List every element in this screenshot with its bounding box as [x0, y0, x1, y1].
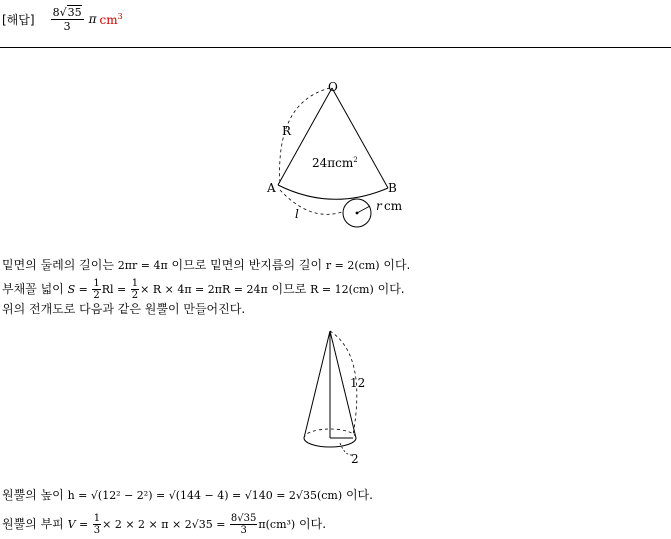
label-R: R [282, 124, 292, 138]
answer-label: [해답] [2, 12, 35, 27]
base-radius [357, 206, 370, 213]
answer-denominator: 3 [63, 19, 71, 33]
label-l: l [295, 207, 299, 221]
text-line-1: 밑면의 둘레의 길이는 2πr = 4π 이므로 밑면의 반지름의 길이 r = 2(cm) 이다. [2, 258, 411, 272]
l-dashed-arc [280, 190, 342, 214]
label-A: A [267, 181, 276, 195]
fraction-third: $\frac{1}{3}$ [93, 513, 101, 536]
answer-fraction [51, 6, 84, 33]
fraction-result: $\frac{8√35}{3}$ [230, 513, 257, 536]
label-area: 24πcm$^2$ [312, 156, 358, 170]
cone-base-front [304, 438, 356, 447]
label-O: O [328, 80, 338, 94]
sector-net-figure [250, 72, 440, 232]
text-line-4: 원뿔의 높이 h = √(12² − 2²) = √(144 − 4) = √140 = 2√35(cm) 이다. [2, 488, 373, 502]
label-r: r [376, 199, 382, 213]
label-12: 12 [350, 376, 366, 390]
cone-figure [295, 325, 375, 470]
divider [0, 47, 671, 48]
answer-row [2, 2, 123, 36]
answer-unit: $cm^3$ [99, 11, 123, 27]
label-2: 2 [351, 452, 359, 466]
fraction-half-2: $\frac{1}{2}$ [131, 278, 139, 301]
label-B: B [388, 181, 397, 195]
sector-arc [278, 185, 388, 199]
text-line-3: 위의 전개도로 다음과 같은 원뿔이 만들어진다. [2, 302, 246, 316]
fraction-half-1: $\frac{1}{2}$ [93, 278, 100, 301]
text-line-5: 원뿔의 부피 V = $\frac{1}{3}$ × 2 × 2 × π × 2√35 = $\frac{8√35}{3}$ π(cm³) 이다. [2, 513, 327, 536]
radius-OB [332, 88, 388, 188]
text-line-2: 부채꼴 넓이 S = $\frac{1}{2}$ Rl = $\frac{1}{2}$ × R × 4π = 2πR = 24π 이므로 R = 12(cm) 이다. [2, 278, 405, 301]
cone-left-side [304, 331, 330, 438]
label-rcm: cm [384, 199, 403, 213]
answer-pi: π [88, 12, 97, 26]
answer-numerator: 8√35 [52, 5, 82, 19]
